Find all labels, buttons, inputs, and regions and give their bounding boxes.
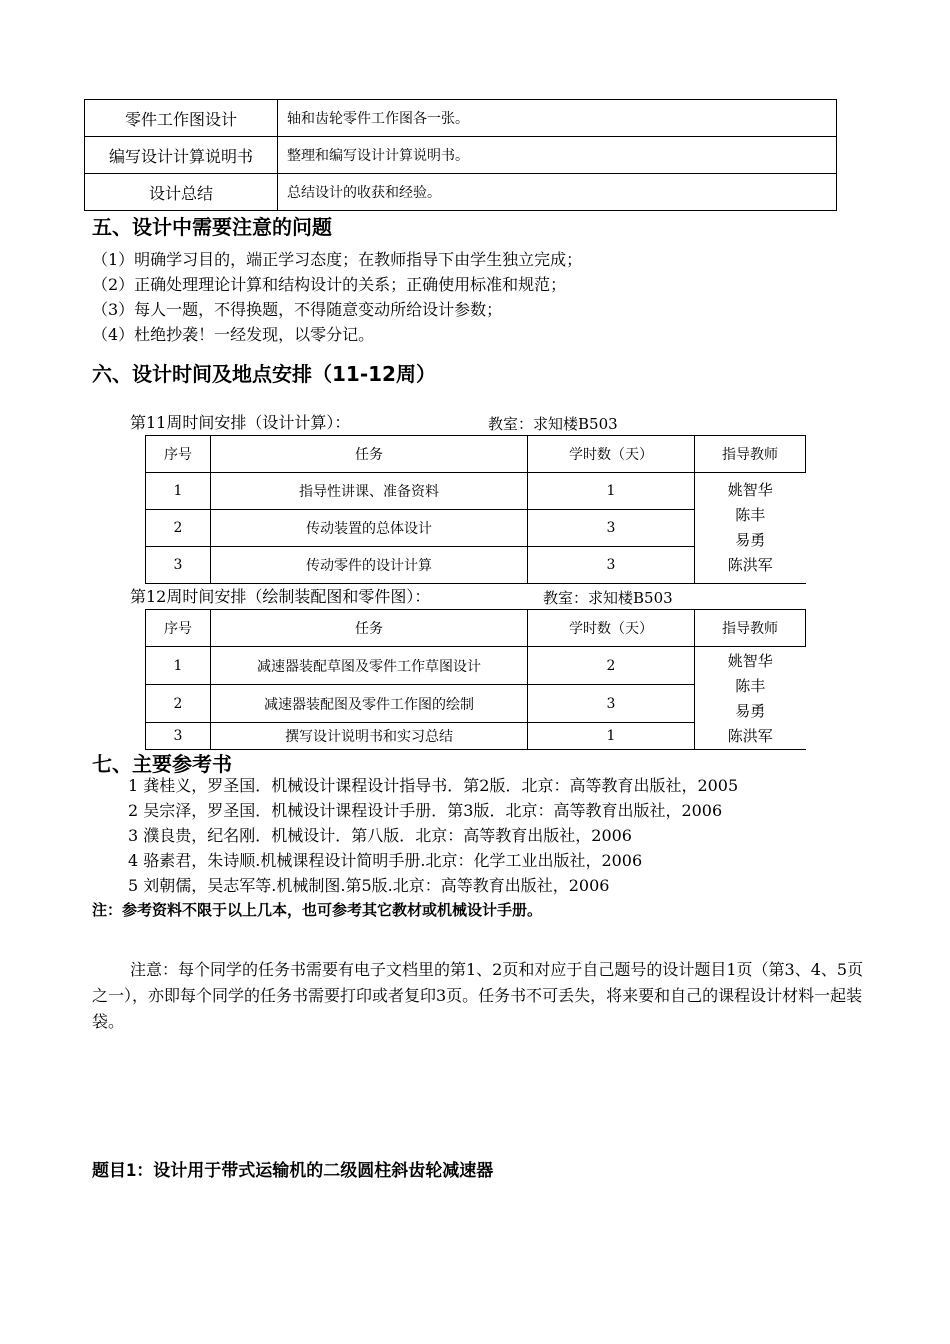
teacher-list — [695, 647, 806, 750]
week11-table — [145, 435, 806, 584]
stage-cell: 设计总结 — [85, 174, 278, 211]
table-row — [85, 137, 837, 174]
list-item: （3）每人一题，不得换题，不得随意变动所给设计参数； — [92, 300, 503, 319]
teacher-name: 陈洪军 — [727, 727, 773, 745]
teacher-name: 陈洪军 — [727, 556, 773, 574]
header-cell: 学时数（天） — [528, 610, 695, 647]
list-item: （1）明确学习目的，端正学习态度；在教师指导下由学生独立完成； — [92, 250, 583, 269]
reference-item: 2 吴宗泽，罗圣国．机械设计课程设计手册．第3版．北京：高等教育出版社，2006 — [128, 801, 723, 820]
days-cell: 1 — [528, 723, 695, 750]
no-cell: 1 — [146, 647, 211, 685]
days-cell: 3 — [528, 685, 695, 723]
task-cell: 减速器装配图及零件工作图的绘制 — [211, 685, 528, 723]
header-cell: 任务 — [211, 436, 528, 473]
days-cell: 3 — [528, 547, 695, 584]
reference-list — [128, 773, 738, 898]
task-cell: 指导性讲课、准备资料 — [211, 473, 528, 510]
teacher-name: 易勇 — [735, 531, 766, 549]
stage-cell: 编写设计计算说明书 — [85, 137, 278, 174]
reference-item: 1 龚桂义，罗圣国．机械设计课程设计指导书．第2版．北京：高等教育出版社，2005 — [128, 776, 739, 795]
reference-item: 4 骆素君，朱诗顺.机械课程设计简明手册.北京：化学工业出版社，2006 — [128, 851, 643, 870]
table-header-row — [146, 610, 806, 647]
teacher-name: 姚智华 — [727, 652, 773, 670]
reference-item: 5 刘朝儒，吴志军等.机械制图.第5版.北京：高等教育出版社，2006 — [128, 876, 610, 895]
week11-caption: 第11周时间安排（设计计算）： — [130, 413, 351, 432]
section6-title: 六、设计时间及地点安排（11-12周） — [92, 362, 436, 386]
list-item: （2）正确处理理论计算和结构设计的关系；正确使用标准和规范； — [92, 275, 567, 294]
header-cell: 序号 — [146, 610, 211, 647]
table-row — [146, 473, 806, 510]
week11-room: 教室：求知楼B503 — [488, 415, 618, 433]
week12-caption: 第12周时间安排（绘制装配图和零件图）： — [130, 587, 431, 606]
design-stage-table — [84, 99, 837, 211]
no-cell: 1 — [146, 473, 211, 510]
table-row — [85, 100, 837, 137]
no-cell: 3 — [146, 547, 211, 584]
no-cell: 3 — [146, 723, 211, 750]
teacher-name: 陈丰 — [735, 506, 766, 524]
notice-paragraph: 注意：每个同学的任务书需要有电子文档里的第1、2页和对应于自己题号的设计题目1页（第3、4、5页之一），亦即每个同学的任务书需要打印或者复印3页。任务书不可丢失，将来要和自己的课程设计材料一起装袋。 — [92, 960, 864, 1031]
content-cell: 整理和编写设计计算说明书。 — [278, 137, 837, 174]
table-row — [85, 174, 837, 211]
days-cell: 1 — [528, 473, 695, 510]
week12-room: 教室：求知楼B503 — [543, 589, 673, 607]
section5-title: 五、设计中需要注意的问题 — [92, 215, 332, 239]
days-cell: 3 — [528, 510, 695, 547]
task-cell: 传动装置的总体设计 — [211, 510, 528, 547]
header-cell: 任务 — [211, 610, 528, 647]
task-cell: 撰写设计说明书和实习总结 — [211, 723, 528, 750]
list-item: （4）杜绝抄袭！一经发现，以零分记。 — [92, 325, 375, 344]
section7-title: 七、主要参考书 — [92, 752, 232, 776]
no-cell: 2 — [146, 510, 211, 547]
topic-title: 题目1：设计用于带式运输机的二级圆柱斜齿轮减速器 — [92, 1161, 494, 1181]
teacher-name: 陈丰 — [735, 677, 766, 695]
task-cell: 传动零件的设计计算 — [211, 547, 528, 584]
task-cell: 减速器装配草图及零件工作草图设计 — [211, 647, 528, 685]
reference-item: 3 濮良贵，纪名刚．机械设计．第八版．北京：高等教育出版社，2006 — [128, 826, 632, 845]
table-header-row — [146, 436, 806, 473]
content-cell: 轴和齿轮零件工作图各一张。 — [278, 100, 837, 137]
days-cell: 2 — [528, 647, 695, 685]
header-cell: 学时数（天） — [528, 436, 695, 473]
content-cell: 总结设计的收获和经验。 — [278, 174, 837, 211]
reference-note: 注：参考资料不限于以上几本，也可参考其它教材或机械设计手册。 — [92, 901, 543, 919]
stage-cell: 零件工作图设计 — [85, 100, 278, 137]
week12-table — [145, 609, 806, 750]
header-cell: 指导教师 — [695, 436, 806, 473]
no-cell: 2 — [146, 685, 211, 723]
header-cell: 序号 — [146, 436, 211, 473]
section5-list — [92, 247, 582, 347]
table-row — [146, 647, 806, 685]
teacher-name: 易勇 — [735, 702, 766, 720]
header-cell: 指导教师 — [695, 610, 806, 647]
teacher-list — [695, 473, 806, 584]
teacher-name: 姚智华 — [727, 481, 773, 499]
